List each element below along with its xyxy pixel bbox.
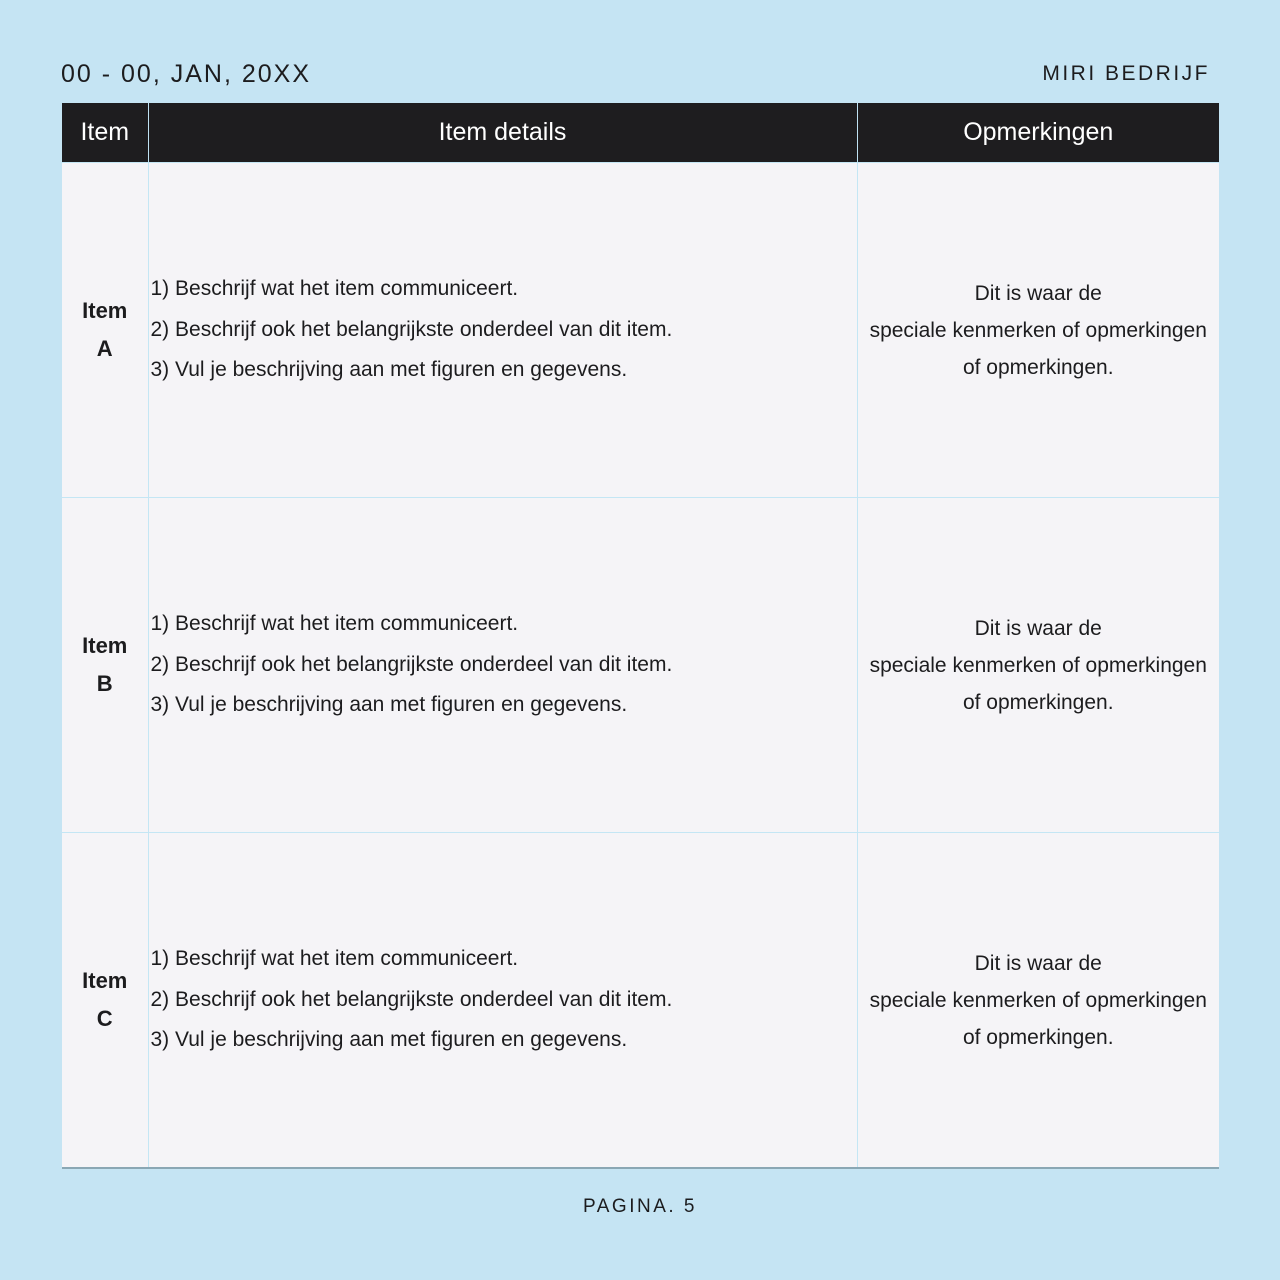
remarks-cell xyxy=(857,498,1219,833)
details-line: 3) Vul je beschrijving aan met figuren en gegevens. xyxy=(150,1028,628,1052)
document-date: 00 - 00, JAN, 20XX xyxy=(61,60,312,88)
table-row xyxy=(62,833,1219,1168)
remarks-line: of opmerkingen. xyxy=(962,1025,1114,1049)
item-name xyxy=(62,292,148,368)
table-row xyxy=(62,163,1219,498)
table-header-row xyxy=(62,103,1219,163)
remarks-cell xyxy=(857,163,1219,498)
item-name xyxy=(62,962,148,1038)
item-cell xyxy=(62,163,148,498)
column-header-item-details: Item details xyxy=(148,103,857,163)
items-table xyxy=(62,103,1219,1167)
company-name: MIRI BEDRIJF xyxy=(1042,62,1210,85)
details-cell xyxy=(148,163,857,498)
details-list xyxy=(149,604,857,726)
item-cell xyxy=(62,498,148,833)
item-name xyxy=(62,627,148,703)
remarks-line: speciale kenmerken of opmerkingen xyxy=(869,653,1207,677)
details-line: 1) Beschrijf wat het item communiceert. xyxy=(150,277,519,301)
details-line: 2) Beschrijf ook het belangrijkste onderdeel van dit item. xyxy=(150,987,673,1011)
remarks-line: speciale kenmerken of opmerkingen xyxy=(869,988,1207,1012)
remarks-line: speciale kenmerken of opmerkingen xyxy=(869,318,1207,342)
details-cell xyxy=(148,498,857,833)
remarks-text xyxy=(858,945,1220,1056)
details-line: 2) Beschrijf ook het belangrijkste onderdeel van dit item. xyxy=(150,317,673,341)
details-list xyxy=(149,269,857,391)
item-cell xyxy=(62,833,148,1168)
remarks-text xyxy=(858,610,1220,721)
details-line: 3) Vul je beschrijving aan met figuren en gegevens. xyxy=(150,358,628,382)
details-line: 3) Vul je beschrijving aan met figuren en gegevens. xyxy=(150,693,628,717)
remarks-cell xyxy=(857,833,1219,1168)
item-name-word: Item xyxy=(82,633,128,658)
details-line: 2) Beschrijf ook het belangrijkste onderdeel van dit item. xyxy=(150,652,673,676)
page-number: PAGINA. 5 xyxy=(582,1196,697,1217)
remarks-line: Dit is waar de xyxy=(974,616,1102,640)
remarks-line: Dit is waar de xyxy=(974,951,1102,975)
column-header-item: Item xyxy=(62,103,148,163)
remarks-line: of opmerkingen. xyxy=(962,690,1114,714)
item-name-word: Item xyxy=(82,968,128,993)
items-table-container xyxy=(62,103,1219,1169)
details-line: 1) Beschrijf wat het item communiceert. xyxy=(150,947,519,971)
table-row xyxy=(62,498,1219,833)
item-name-letter: C xyxy=(96,1006,113,1031)
remarks-line: Dit is waar de xyxy=(974,281,1102,305)
item-name-word: Item xyxy=(82,298,128,323)
details-line: 1) Beschrijf wat het item communiceert. xyxy=(150,612,519,636)
details-cell xyxy=(148,833,857,1168)
item-name-letter: A xyxy=(96,336,113,361)
details-list xyxy=(149,939,857,1061)
remarks-text xyxy=(858,275,1220,386)
column-header-remarks: Opmerkingen xyxy=(857,103,1219,163)
remarks-line: of opmerkingen. xyxy=(962,355,1114,379)
item-name-letter: B xyxy=(96,671,113,696)
